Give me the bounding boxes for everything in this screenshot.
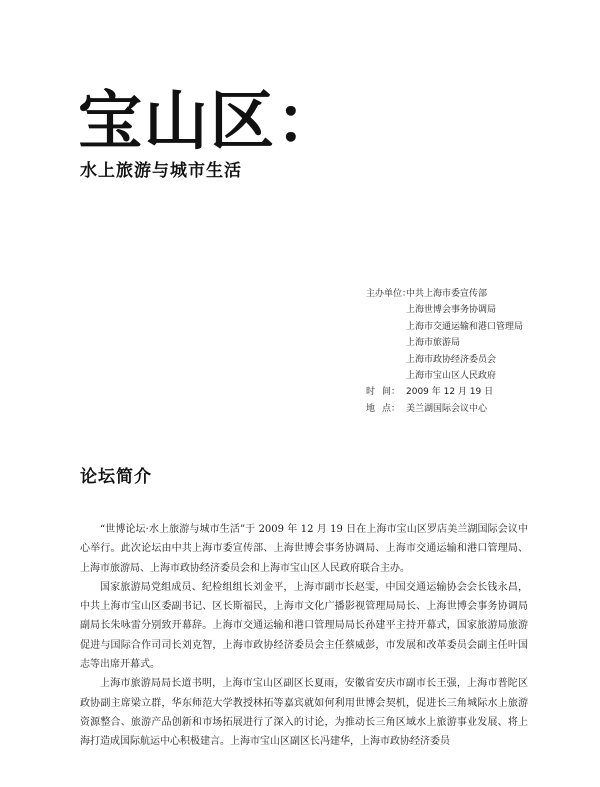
organizer-row [366, 319, 523, 335]
organizer-row [366, 302, 523, 318]
organizer-item: 上海市政协经济委员会 [406, 354, 497, 365]
time-label: 时 间： [366, 387, 400, 398]
organizer-row [366, 286, 523, 302]
paragraph: 国家旅游局党组成员、纪检组组长刘金平，上海市副市长赵雯，中国交通运输协会会长钱永昌，中共上海市宝山区委副书记、区长斯福民，上海市文化广播影视管理局局长、上海世博会事务协调局副局长朱咏雷分别致开幕辞。上海市交通运输和港口管理局局长孙建平主持开幕式，国家旅游局旅游促进与国际合作司司长刘克智，上海市政协经济委员会主任蔡威彭，市发展和改革委员会副主任叶国志等出席开幕式。 [80, 581, 528, 671]
forum-introduction [80, 520, 528, 752]
paragraph: “世博论坛·水上旅游与城市生活”于 2009 年 12 月 19 日在上海市宝山区罗店美兰湖国际会议中心举行。此次论坛由中共上海市委宣传部、上海世博会事务协调局、上海市交通运输和港口管理局、上海市旅游局、上海市政协经济委员会和上海市宝山区人民政府联合主办。 [80, 524, 528, 574]
organizer-item: 上海市交通运输和港口管理局 [406, 321, 524, 332]
organizer-row [366, 335, 523, 351]
paragraph: 上海市旅游局局长道书明，上海市宝山区副区长夏雨，安徽省安庆市副市长王强，上海市普陀区政协副主席梁立群，华东师范大学教授林拓等嘉宾就如何利用世博会契机，促进长三角城际水上旅游资源整合、旅游产品创新和市场拓展进行了深入的讨论，为推动长三角区域水上旅游事业发展、将上海打造成国际航运中心积极建言。上海市宝山区副区长冯建华，上海市政协经济委员 [80, 678, 528, 748]
organizer-item: 上海市旅游局 [406, 338, 461, 349]
organizer-row [366, 368, 523, 384]
organizer-item: 上海世博会事务协调局 [406, 305, 497, 316]
section-heading: 论坛简介 [80, 467, 152, 487]
event-location: 美兰湖国际会议中心 [406, 403, 488, 414]
organizer-item: 中共上海市委宣传部 [406, 289, 488, 299]
organizers-label: 主办单位： [366, 289, 412, 299]
event-info [366, 286, 523, 417]
page-title: 宝山区： [78, 84, 342, 159]
event-date: 2009 年 12 月 19 日 [406, 387, 494, 398]
organizer-row [366, 352, 523, 368]
time-row [366, 384, 523, 400]
location-row [366, 401, 523, 417]
organizer-item: 上海市宝山区人民政府 [406, 371, 497, 382]
page-subtitle: 水上旅游与城市生活 [80, 161, 242, 181]
location-label: 地 点： [366, 403, 400, 414]
